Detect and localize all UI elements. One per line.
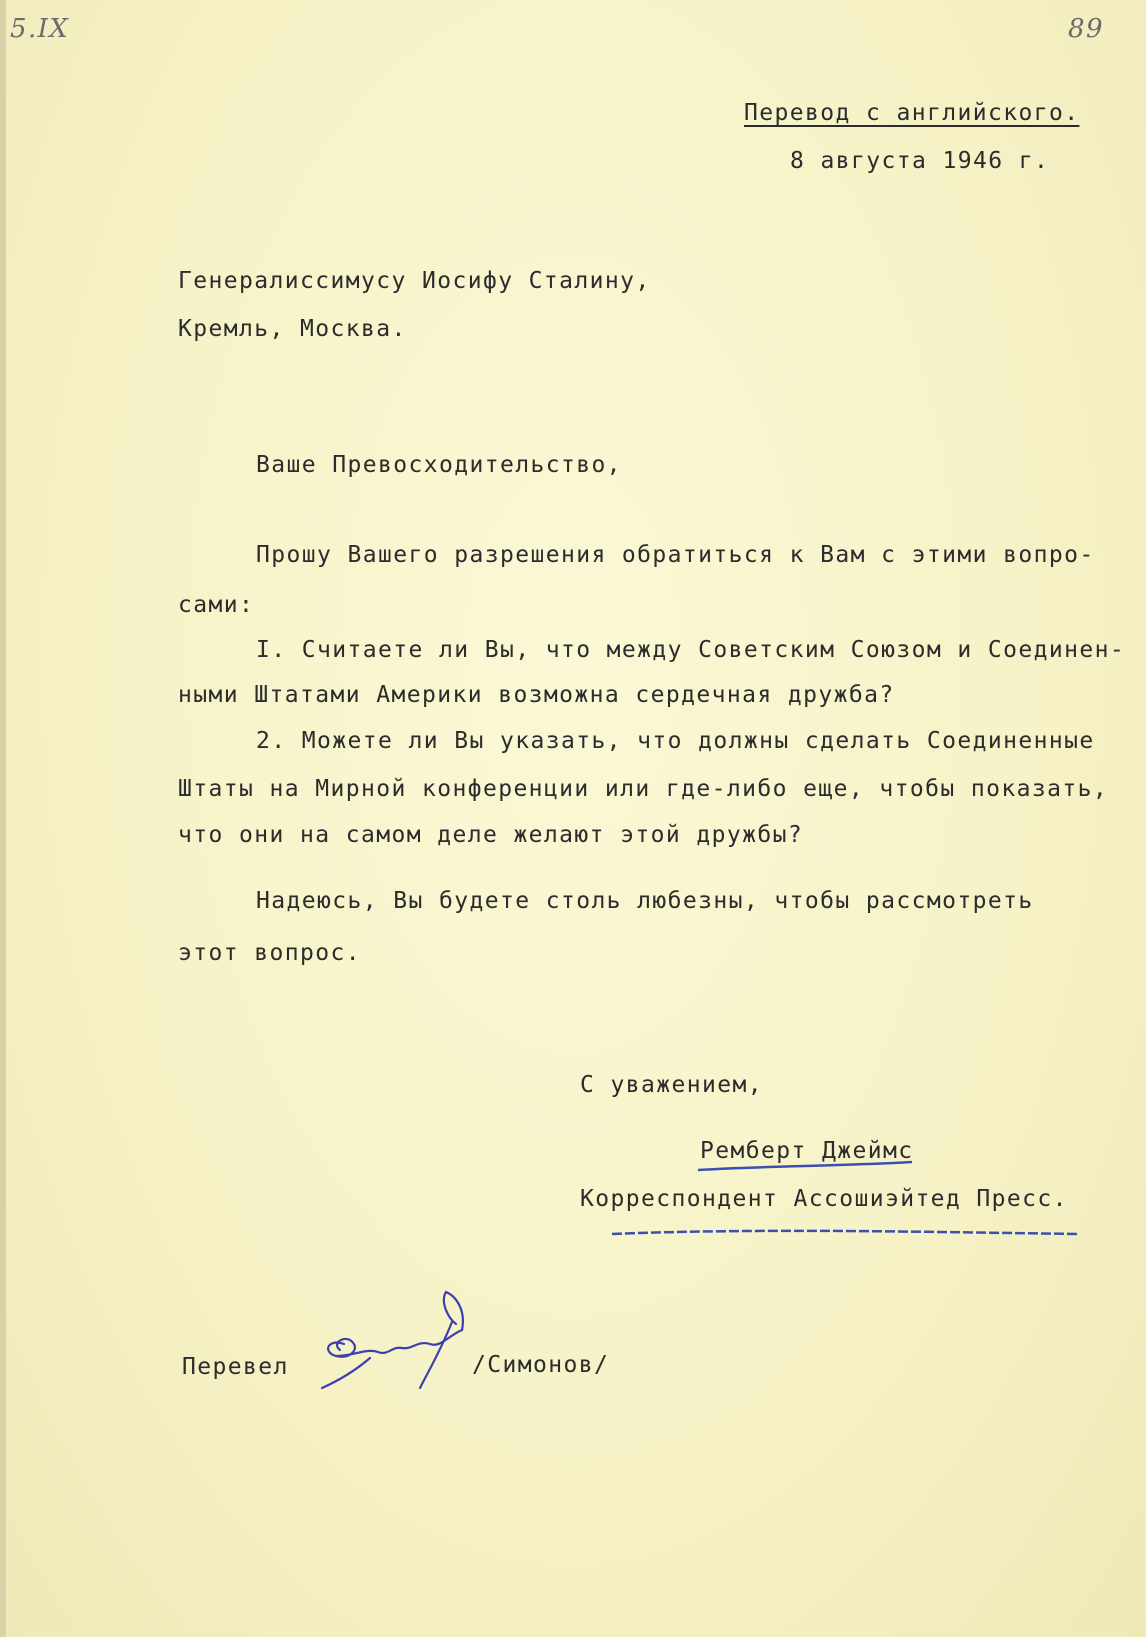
title-underline xyxy=(612,1231,1078,1234)
intro-line-2: сами: xyxy=(178,592,255,618)
regards: С уважением, xyxy=(580,1072,763,1098)
translator-signature xyxy=(322,1292,463,1388)
name-underline xyxy=(698,1162,912,1170)
translation-note: Перевод с английского. xyxy=(744,100,1080,126)
question-1-line-1: I. Считаете ли Вы, что между Советским Союзом и Соединен- xyxy=(256,637,1126,663)
question-2-line-1: 2. Можете ли Вы указать, что должны сделать Соединенные xyxy=(256,728,1095,754)
intro-line-1: Прошу Вашего разрешения обратиться к Вам с этими вопро- xyxy=(256,542,1095,568)
letter-date: 8 августа 1946 г. xyxy=(790,148,1050,174)
addressee-line-1: Генералиссимусу Иосифу Сталину, xyxy=(178,268,651,294)
archive-mark: 5.IX xyxy=(10,14,70,44)
question-1-line-2: ными Штатами Америки возможна сердечная дружба? xyxy=(178,682,895,708)
question-2-line-2: Штаты на Мирной конференции или где-либо еще, чтобы показать, xyxy=(178,776,1109,802)
question-2-line-3: что они на самом деле желают этой дружбы? xyxy=(178,822,804,848)
closing-line-1: Надеюсь, Вы будете столь любезны, чтобы рассмотреть xyxy=(256,888,1034,914)
salutation: Ваше Превосходительство, xyxy=(256,452,622,478)
signer-name: Ремберт Джеймс xyxy=(700,1138,914,1164)
addressee-line-2: Кремль, Москва. xyxy=(178,316,407,342)
closing-line-2: этот вопрос. xyxy=(178,940,361,966)
signer-title: Корреспондент Ассошиэйтед Пресс. xyxy=(580,1186,1068,1212)
page-number: 89 xyxy=(1068,14,1104,44)
translator-name: /Симонов/ xyxy=(472,1352,610,1378)
translator-label: Перевел xyxy=(182,1354,289,1380)
